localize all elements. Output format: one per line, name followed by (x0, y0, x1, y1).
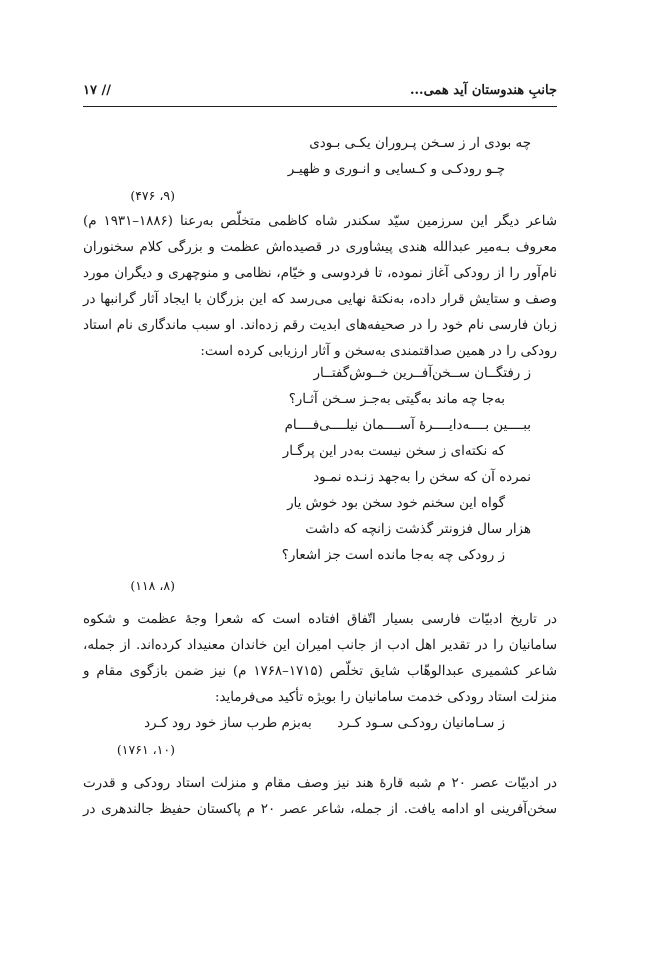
para1-line1: شاعر دیگر این سرزمین سیّد سکندر شاه کاظمی متخلّص به‌رعنا (۱۸۸۶–۱۹۳۱ م) (83, 214, 557, 229)
header-rule (83, 106, 557, 107)
para1-line2: معروف بـه‌میر عبدالله هندی پیشاوری در قصیده‌اش عظمت و بزرگی کلام سخنوران (83, 240, 557, 255)
poem2-line2: به‌جا چه ماند به‌گیتی به‌جـز سـخن آثـار؟ (288, 392, 505, 407)
para3-line2: سخن‌آفرینی او ادامه یافت. از جمله، شاعر عصر ۲۰ م پاکستان حفیظ جالندهری در (83, 802, 557, 817)
poem2-line7: هزار سال فزونتر گذشت زانچه که داشت (305, 522, 531, 537)
poem2-line5: نمرده آن که سخن را به‌جهد زنـده نمـود (313, 470, 531, 485)
para1-line4: وصف و ستایش قرار داده، به‌نکتۀ نهایی می‌رسد که این بزرگان با ایجاد آثار گرانبها در (83, 292, 557, 307)
para3-line1: در ادبیّات عصر ۲۰ م شبه قارۀ هند نیز وصف مقام و منزلت استاد رودکی و قدرت (83, 776, 557, 791)
poem2-line8: ز رودکی چه به‌جا مانده است جز اشعار؟ (281, 548, 505, 563)
poem1-line2: چـو رودکـی و کـسایی و انـوری و ظهیـر (287, 162, 505, 177)
para1-line5: زبان فارسی نام خود را در صحیفه‌های ابدیت رقم زده‌اند. او سبب ماندگاری نام استاد (83, 318, 557, 333)
para2-line4: منزلت استاد رودکی خدمت سامانیان را بویژه تأکید می‌فرماید: (214, 690, 557, 705)
poem2-line6: گواه این سخنم خود سخن بود خوش یار (287, 496, 505, 511)
poem1-line1: چه بودی ار ز سـخن پـروران یکـی بـودی (309, 136, 531, 151)
page-number: ۱۷ // (83, 83, 111, 98)
poem3-citation: (۱۰، ۱۷۶۱) (116, 742, 175, 757)
para1-line6: رودکی را در همین صداقتمندی به‌سخن و آثار ارزیابی کرده است: (200, 344, 557, 359)
para2-line1: در تاریخ ادبیّات فارسی بسیار اتّفاق افتاده است که شعرا وجهٔ عظمت و شکوه (83, 612, 557, 627)
para2-line3: شاعر کشمیری عبدالوهّاب شایق تخلّص (۱۷۱۵–۱۷۶۸ م) نیز ضمن بازگوی مقام و (83, 664, 557, 679)
poem2-citation: (۸، ۱۱۸) (130, 578, 175, 593)
poem3-line: ز سـامانیان رودکـی سـود کـرد به‌بزم طرب ساز خود رود کـرد (144, 716, 505, 731)
para1-line3: نام‌آور را از رودکی آغاز نموده، تا فردوسی و خیّام، نظامی و منوچهری و دیگران مورد (83, 266, 557, 281)
poem2-line1: ز رفتگــان ســخن‌آفــرین خــوش‌گفتــار (313, 366, 531, 381)
poem2-line3: ببــــین بــــه‌دایــــرۀ آســــمان نیلــــی‌فــــام (284, 418, 531, 433)
para2-line2: سامانیان را در تقدیر اهل ادب از جانب امیران این خاندان معنیداد کرده‌اند. از جمله، (83, 638, 557, 653)
running-title: جانبِ هندوستان آید همی... (410, 83, 557, 98)
running-header (83, 83, 557, 103)
poem1-citation: (۹، ۴۷۶) (130, 188, 175, 203)
poem2-line4: که نکته‌ای ز سخن نیست به‌در این پرگـار (282, 444, 505, 459)
